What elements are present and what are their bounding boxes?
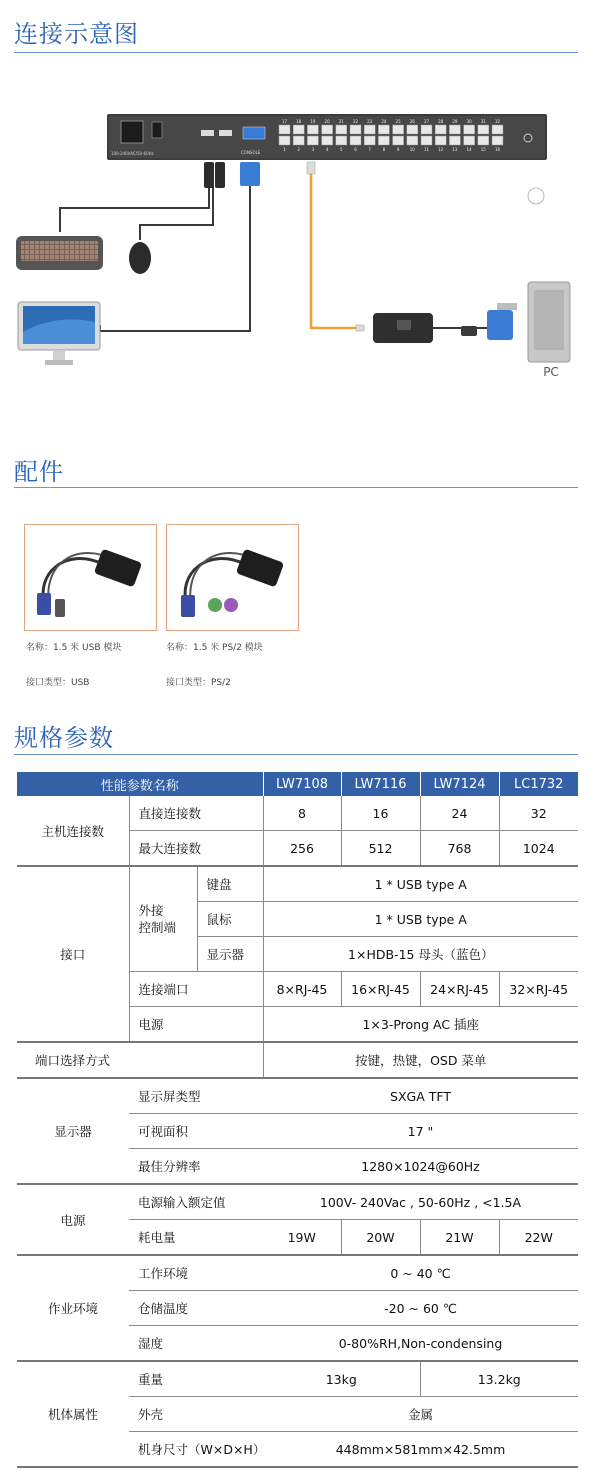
table-cell: 1×HDB-15 母头（蓝色） [263,937,578,972]
cables [60,170,490,331]
port-number-label: 14 [466,147,472,152]
table-cell: 1 * USB type A [263,902,578,937]
specs-title: 规格参数 [14,724,114,752]
usb-port-icon [219,130,232,136]
table-cell: 按键，热键，OSD 菜单 [263,1042,578,1078]
rj45-port-icon [307,136,318,145]
port-number-label: 18 [296,119,302,124]
table-cell: 16 [341,796,420,831]
port-number-label: 23 [367,119,373,124]
group-label: 显示器 [17,1078,129,1184]
table-cell: 768 [420,831,499,867]
port-number-label: 19 [310,119,316,124]
rj45-port-icon [378,125,389,134]
row-label: 连接端口 [129,972,263,1007]
rj45-port-icon [336,136,347,145]
accessory-interface-type: 接口类型：USB [26,678,90,688]
usb-module-cable-image [25,525,156,630]
table-cell: 19W [263,1220,341,1256]
connection-diagram-title: 连接示意图 [14,20,139,48]
row-label: 最佳分辨率 [129,1149,263,1185]
port-number-label: 8 [382,147,386,152]
rj45-port-icon [393,136,404,145]
port-number-label: 20 [324,119,330,124]
mouse-icon [129,242,151,274]
table-row [17,796,578,831]
rj45-port-icon [464,136,475,145]
port-number-label: 21 [338,119,344,124]
rj45-port-icon [350,136,361,145]
rj45-port-icon [322,136,333,145]
port-number-label: 27 [423,119,430,124]
port-number-label: 31 [480,119,486,124]
row-label: 湿度 [129,1326,263,1362]
rj45-port-icon [407,136,418,145]
rj45-port-icon [449,125,460,134]
table-row [17,1042,578,1078]
group-label: 机体属性 [17,1361,129,1467]
power-socket-icon [121,121,143,143]
spec-table [17,772,578,1468]
group-label: 接口 [17,866,129,1042]
row-label: 显示屏类型 [129,1078,263,1114]
header-cell: LC1732 [499,772,578,796]
accessory-card-usb [24,524,157,631]
usb-plug-icon [215,162,225,188]
table-cell: 512 [341,831,420,867]
rj45-port-icon [364,125,375,134]
usb-plug-icon [204,162,214,188]
table-row [17,1361,578,1397]
rj45-port-icon [378,136,389,145]
port-number-label: 1 [283,147,286,152]
rj45-port-icon [279,125,290,134]
header-cell: 性能参数名称 [17,772,263,796]
row-label: 重量 [129,1361,263,1397]
title-divider [14,52,578,53]
table-cell: 13kg [263,1361,420,1397]
table-cell: 32×RJ-45 [499,972,578,1007]
row-label: 端口选择方式 [17,1042,263,1078]
monitor-icon [18,302,100,365]
row-label: 耗电量 [129,1220,263,1256]
row-label: 工作环境 [129,1255,263,1291]
row-label: 最大连接数 [129,831,263,867]
row-label: 显示器 [197,937,263,972]
table-cell: 1280×1024@60Hz [263,1149,578,1185]
table-cell: 8×RJ-45 [263,972,341,1007]
rj45-port-icon [492,125,503,134]
keyboard-icon [16,236,103,270]
rj45-port-icon [478,136,489,145]
decorative-circle-icon [528,188,544,204]
rj45-port-icon [449,136,460,145]
row-label: 可视面积 [129,1114,263,1149]
rj45-port-icon [364,136,375,145]
row-label: 电源 [129,1007,263,1043]
rj45-port-icon [393,125,404,134]
table-row [17,1184,578,1220]
rj45-port-icon [350,125,361,134]
table-cell: -20 ~ 60 ℃ [263,1291,578,1326]
port-number-label: 16 [494,147,501,152]
row-label: 电源输入额定值 [129,1184,263,1220]
group-label: 电源 [17,1184,129,1255]
usb-port-icon [201,130,214,136]
port-number-label: 6 [354,147,357,152]
kvm-adapter-module-icon [356,303,517,343]
header-cell: LW7108 [263,772,341,796]
group-label: 主机连接数 [17,796,129,866]
pc-tower-icon [528,282,570,362]
port-number-label: 26 [409,119,415,124]
port-number-label: 25 [395,119,401,124]
row-label: 外壳 [129,1397,263,1432]
port-number-label: 11 [423,147,430,152]
port-number-label: 10 [409,147,415,152]
title-divider [14,754,578,755]
sub-group-label: 外接 控制端 [129,866,197,972]
port-number-label: 17 [281,119,288,124]
row-label: 鼠标 [197,902,263,937]
table-cell: 24 [420,796,499,831]
rj45-port-icon [492,136,503,145]
row-label: 直接连接数 [129,796,263,831]
port-number-label: 12 [438,147,444,152]
port-number-label: 32 [494,119,501,124]
rj45-port-icon [407,125,418,134]
port-number-label: 2 [297,147,300,152]
port-number-label: 30 [466,119,472,124]
table-cell: 0 ~ 40 ℃ [263,1255,578,1291]
accessory-card-ps2 [166,524,299,631]
rj45-port-icon [435,136,446,145]
rj45-port-icon [421,125,432,134]
table-cell: 22W [499,1220,578,1256]
port-number-label: 3 [311,147,315,152]
table-cell: 1024 [499,831,578,867]
table-cell: 20W [341,1220,420,1256]
table-cell: 1 * USB type A [263,866,578,902]
rj45-plug-icon [307,162,315,174]
header-cell: LW7124 [420,772,499,796]
port-number-label: 22 [352,119,359,124]
port-number-label: 7 [368,147,371,152]
table-cell: 金属 [263,1397,578,1432]
rj45-port-icon [336,125,347,134]
table-cell: 24×RJ-45 [420,972,499,1007]
table-cell: 16×RJ-45 [341,972,420,1007]
voltage-label: 100-240VAC/50-60Hz [111,151,154,156]
vga-plug-icon [240,162,260,186]
vga-port-icon [243,127,265,139]
rj45-port-icon [464,125,475,134]
table-row [17,1255,578,1291]
accessories-title: 配件 [14,458,64,486]
table-header-row [17,772,578,796]
rj45-port-icon [293,125,304,134]
row-label: 键盘 [197,866,263,902]
table-cell: 8 [263,796,341,831]
port-number-label: 28 [438,119,444,124]
rj45-port-icon [279,136,290,145]
power-switch-icon [152,122,162,138]
table-cell: 1×3-Prong AC 插座 [263,1007,578,1043]
table-cell: 100V- 240Vac , 50-60Hz , <1.5A [263,1184,578,1220]
table-cell: 256 [263,831,341,867]
title-divider [14,487,578,488]
rj45-port-icon [293,136,304,145]
row-label: 机身尺寸（W×D×H） [129,1432,263,1468]
table-cell: 32 [499,796,578,831]
port-number-label: 24 [381,119,387,124]
rj45-port-icon [421,136,432,145]
port-number-label: 5 [340,147,343,152]
table-cell: 0-80%RH,Non-condensing [263,1326,578,1362]
header-cell: LW7116 [341,772,420,796]
port-number-label: 13 [452,147,458,152]
port-number-label: 4 [325,147,329,152]
rj45-port-icon [435,125,446,134]
table-row [17,866,578,902]
accessory-name: 名称：1.5 米 USB 模块 [26,643,122,653]
row-label: 仓储温度 [129,1291,263,1326]
group-label: 作业环境 [17,1255,129,1361]
table-cell: 17 " [263,1114,578,1149]
rj45-port-icon [478,125,489,134]
port-number-label: 9 [396,147,400,152]
port-number-label: 29 [452,119,458,124]
pc-label: PC [543,365,559,379]
port-number-label: 15 [480,147,486,152]
console-label: CONSOLE [241,150,261,155]
rj45-port-icon [322,125,333,134]
table-cell: 13.2kg [420,1361,578,1397]
table-cell: SXGA TFT [263,1078,578,1114]
ps2-module-cable-image [167,525,298,630]
table-cell: 448mm×581mm×42.5mm [263,1432,578,1468]
rj45-port-icon [307,125,318,134]
accessory-interface-type: 接口类型：PS/2 [166,678,231,688]
connection-diagram [0,100,600,400]
accessory-name: 名称：1.5 米 PS/2 模块 [166,643,263,653]
kvm-switch [107,114,547,160]
table-cell: 21W [420,1220,499,1256]
table-row [17,1078,578,1114]
